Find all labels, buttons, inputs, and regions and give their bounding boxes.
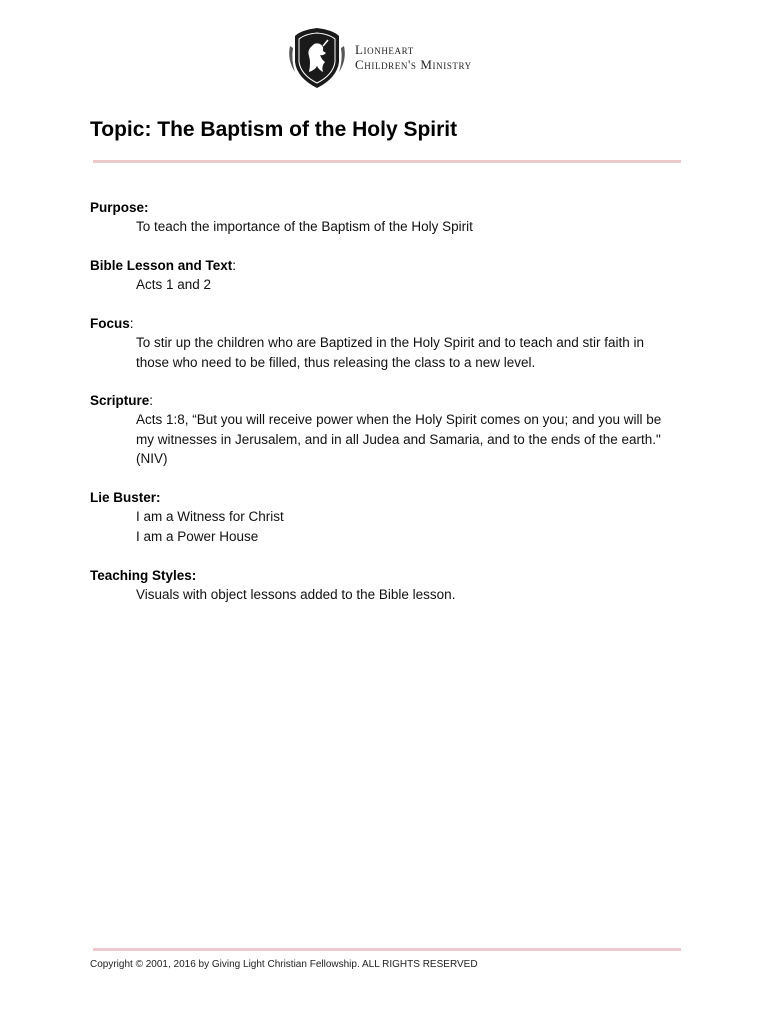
logo-line-1: Lionheart (355, 42, 414, 57)
purpose-section (90, 198, 690, 237)
ministry-logo (287, 26, 487, 96)
section-text: To stir up the children who are Baptized in the Holy Spirit and to teach and stir faith in (136, 335, 645, 350)
page-title: Topic: The Baptism of the Holy Spirit (90, 118, 458, 141)
scripture-section (90, 391, 690, 469)
copyright-footer: Copyright © 2001, 2016 by Giving Light Christian Fellowship. ALL RIGHTS RESERVED (90, 959, 478, 970)
ministry-name (355, 42, 472, 72)
section-text: I am a Witness for Christ (136, 509, 284, 524)
lie-buster-section (90, 488, 690, 546)
section-heading: Purpose: (90, 200, 149, 215)
lion-crest-icon (287, 26, 347, 92)
section-heading: Teaching Styles: (90, 568, 197, 583)
section-text: Acts 1:8, “But you will receive power when the Holy Spirit comes on you; and you will be (136, 412, 662, 427)
section-text: Acts 1 and 2 (136, 277, 212, 292)
section-heading: Bible Lesson and Text: (90, 258, 237, 273)
section-text: To teach the importance of the Baptism of the Holy Spirit (136, 219, 473, 234)
section-heading: Scripture: (90, 393, 154, 408)
section-text: I am a Power House (136, 528, 259, 544)
section-text: my witnesses in Jerusalem, and in all Judea and Samaria, and to the ends of the earth." (136, 431, 661, 447)
section-text: (NIV) (136, 451, 168, 466)
bible-lesson-section (90, 256, 690, 295)
section-heading: Focus: (90, 316, 134, 331)
logo-line-2: Children's Ministry (355, 57, 472, 72)
section-text: Visuals with object lessons added to the Bible lesson. (136, 587, 456, 602)
footer-divider (93, 948, 681, 951)
focus-section (90, 314, 690, 372)
section-heading: Lie Buster: (90, 490, 161, 505)
title-divider (93, 160, 681, 163)
teaching-styles-section (90, 566, 690, 605)
section-text: those who need to be filled, thus releasing the class to a new level. (136, 354, 536, 370)
